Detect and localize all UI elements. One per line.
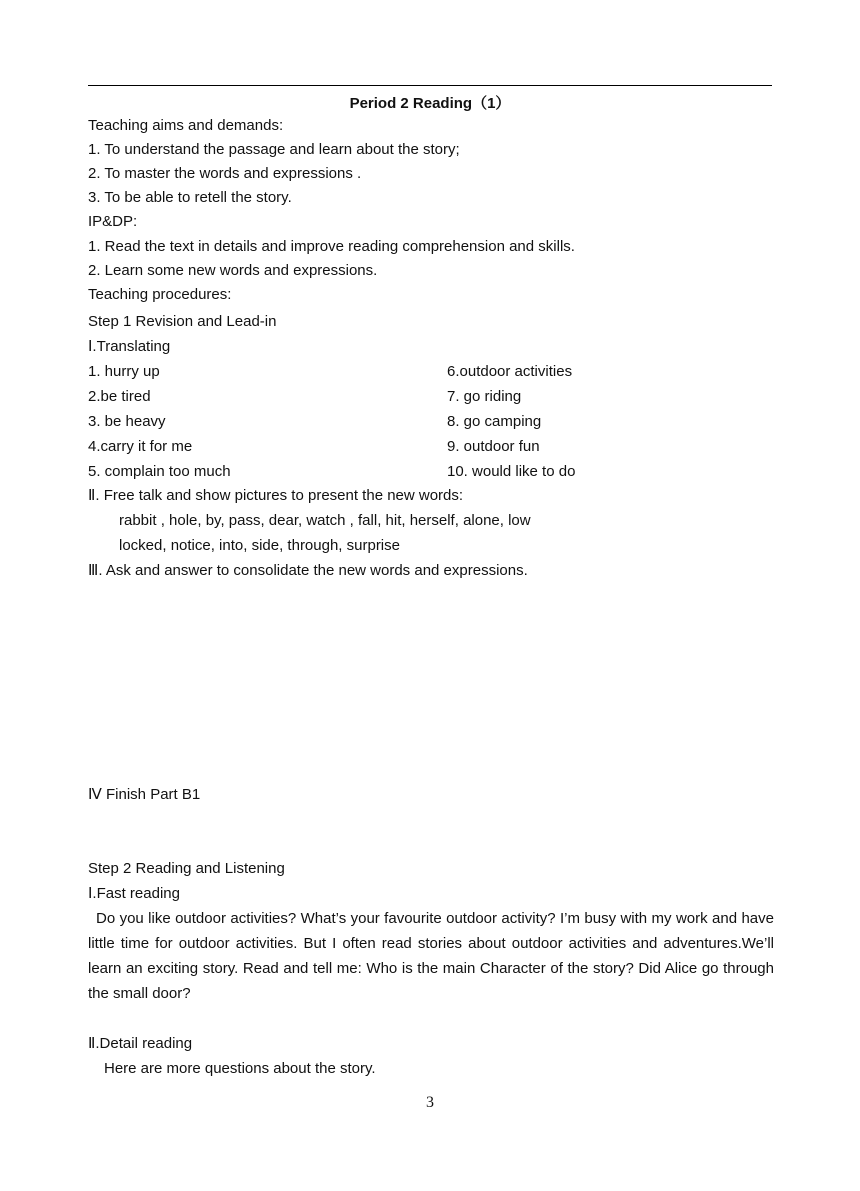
- aim-item: 1. To understand the passage and learn about the story;: [88, 141, 460, 158]
- fast-reading-heading: Ⅰ.Fast reading: [88, 885, 180, 902]
- step2-heading: Step 2 Reading and Listening: [88, 860, 285, 877]
- aim-item: 2. To master the words and expressions .: [88, 165, 362, 182]
- new-words-line: rabbit , hole, by, pass, dear, watch , fall, hit, herself, alone, low: [119, 512, 531, 529]
- new-words-line: locked, notice, into, side, through, surprise: [119, 537, 400, 554]
- translate-item: 10. would like to do: [447, 463, 576, 480]
- page-number: 3: [426, 1094, 434, 1111]
- aims-heading: Teaching aims and demands:: [88, 117, 284, 134]
- translate-item: 4.carry it for me: [88, 438, 193, 455]
- translate-item: 2.be tired: [88, 388, 151, 405]
- ask-answer-heading: Ⅲ. Ask and answer to consolidate the new words and expressions.: [88, 562, 528, 579]
- fast-reading-paragraph: Do you like outdoor activities? What’s your favourite outdoor activity? I’m busy with my work and have little time for outdoor activities. But I often read stories about outdoor activities and adventures.We’ll learn an exciting story. Read and tell me: Who is the main Character of the story? Did Alice go through the small door?: [88, 910, 774, 1002]
- detail-reading-text: Here are more questions about the story.: [104, 1060, 376, 1077]
- ipdp-item: 2. Learn some new words and expressions.: [88, 262, 378, 279]
- translate-item: 5. complain too much: [88, 463, 231, 480]
- translate-item: 7. go riding: [447, 388, 522, 405]
- translate-item: 9. outdoor fun: [447, 438, 540, 455]
- finish-part-b1: Ⅳ Finish Part B1: [88, 786, 201, 803]
- aim-item: 3. To be able to retell the story.: [88, 189, 292, 206]
- free-talk-heading: Ⅱ. Free talk and show pictures to present the new words:: [88, 487, 464, 504]
- translate-item: 6.outdoor activities: [447, 363, 573, 380]
- header-rule: [88, 85, 772, 86]
- translate-item: 8. go camping: [447, 413, 542, 430]
- step1-heading: Step 1 Revision and Lead-in: [88, 313, 277, 330]
- ipdp-heading: IP&DP:: [88, 213, 138, 230]
- ipdp-item: 1. Read the text in details and improve reading comprehension and skills.: [88, 238, 575, 255]
- detail-reading-heading: Ⅱ.Detail reading: [88, 1035, 193, 1052]
- procedures-heading: Teaching procedures:: [88, 286, 232, 303]
- translate-item: 1. hurry up: [88, 363, 160, 380]
- translate-item: 3. be heavy: [88, 413, 166, 430]
- page-title: Period 2 Reading（1）: [349, 95, 511, 112]
- translating-heading: Ⅰ.Translating: [88, 338, 171, 355]
